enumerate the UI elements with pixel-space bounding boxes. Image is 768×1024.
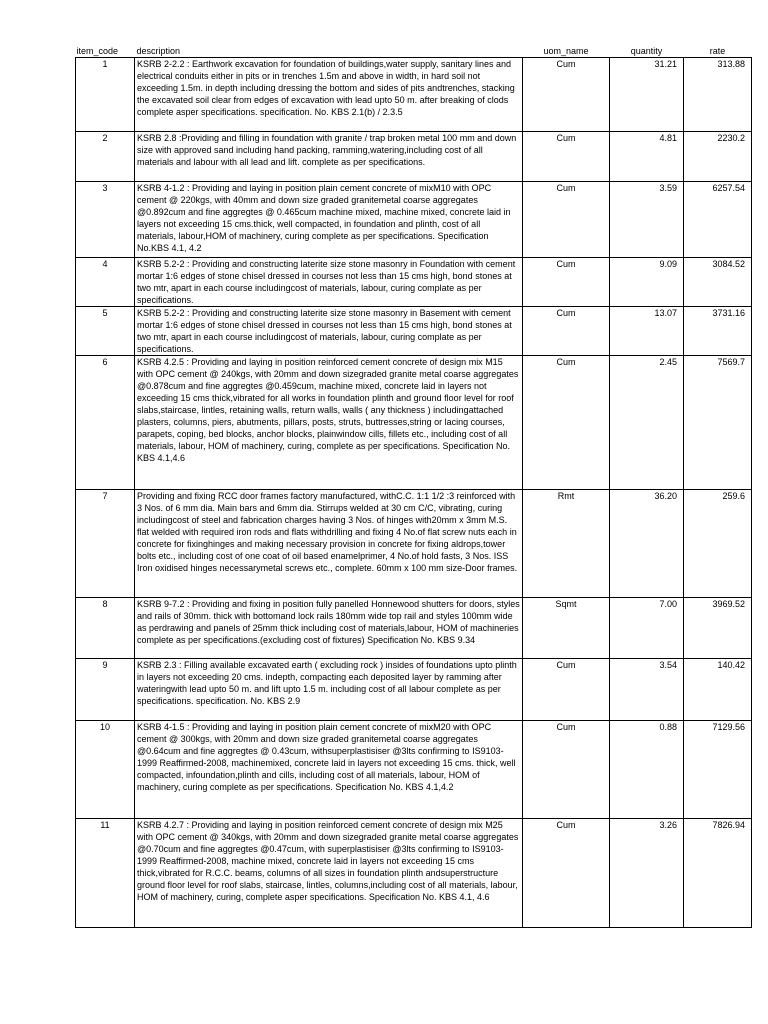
- header-row: [76, 44, 752, 58]
- cell-item-code[interactable]: 3: [76, 182, 135, 258]
- cell-uom-name[interactable]: Cum: [523, 307, 610, 356]
- cell-item-code[interactable]: 10: [76, 721, 135, 819]
- table-row: [76, 356, 752, 490]
- table-row: [76, 659, 752, 721]
- cell-rate[interactable]: 140.42: [684, 659, 752, 721]
- cell-item-code[interactable]: 2: [76, 132, 135, 182]
- cell-quantity[interactable]: 2.45: [610, 356, 684, 490]
- cell-uom-name[interactable]: Cum: [523, 182, 610, 258]
- table-row: [76, 58, 752, 132]
- cell-rate[interactable]: 3084.52: [684, 258, 752, 307]
- cell-item-code[interactable]: 5: [76, 307, 135, 356]
- cell-uom-name[interactable]: Cum: [523, 258, 610, 307]
- table-body: [76, 58, 752, 928]
- cell-item-code[interactable]: 8: [76, 598, 135, 659]
- cell-uom-name[interactable]: Cum: [523, 132, 610, 182]
- cell-uom-name[interactable]: Sqmt: [523, 598, 610, 659]
- column-header-item-code[interactable]: item_code: [76, 46, 119, 56]
- bill-of-quantities-table: [75, 44, 752, 928]
- table-row: [76, 182, 752, 258]
- cell-uom-name[interactable]: Cum: [523, 721, 610, 819]
- cell-description[interactable]: Providing and fixing RCC door frames factory manufactured, withC.C. 1:1 1/2 :3 reinforced with 3 Nos. of 6 mm dia. Main bars and 6mm dia. Stirrups welded at 30 cm C/C, vibrating, curing includingcost of steel and fabrication charges having 3 Nos. of hinges with20mm x 3mm M.S. flat welded with required iron rods and flats withdrilling and fixing 4 No.of flat screw nuts each in concrete for fixinghinges and making necessary provision in concrete for fixing aldrops,tower bolts etc., including cost of one coat of oil based enamelprimer, 4 No.of hold fasts, 3 Nos. ISS Iron oxidised hinges necessarymetal screws etc., complete. 60mm x 100 mm size-Door frames.: [135, 490, 523, 598]
- cell-description[interactable]: KSRB 5.2-2 : Providing and constructing laterite size stone masonry in Foundation with cement mortar 1:6 edges of stone chisel dressed in courses not less than 15 cms high, bond stones at two mtr, apart in each course includingcost of materials, labour, curing complate as per specifications.: [135, 258, 523, 307]
- cell-description[interactable]: KSRB 9-7.2 : Providing and fixing in position fully panelled Honnewood shutters for doors, styles and rails of 30mm. thick with bottomand lock rails 180mm wide top rail and styles 100mm wide as perdrawing and panels of 25mm thick including cost of materials,labour, HOM of machineries complete as per specifications.(excluding cost of fixtures) Specification No. KBS 9.34: [135, 598, 523, 659]
- table-row: [76, 598, 752, 659]
- spreadsheet-sheet: [75, 44, 751, 928]
- cell-description[interactable]: KSRB 5.2-2 : Providing and constructing laterite size stone masonry in Basement with cement mortar 1:6 edges of stone chisel dressed in courses not less than 15 cms high, bond stones at two mtr, apart in each course includingcost of materials, labour, curing complate as per specifications.: [135, 307, 523, 356]
- table-row: [76, 307, 752, 356]
- cell-quantity[interactable]: 31.21: [610, 58, 684, 132]
- cell-uom-name[interactable]: Cum: [523, 58, 610, 132]
- table-header: [76, 44, 752, 58]
- cell-quantity[interactable]: 3.54: [610, 659, 684, 721]
- column-header-rate[interactable]: rate: [709, 46, 726, 56]
- cell-rate[interactable]: 2230.2: [684, 132, 752, 182]
- cell-rate[interactable]: 259.6: [684, 490, 752, 598]
- cell-item-code[interactable]: 1: [76, 58, 135, 132]
- cell-quantity[interactable]: 0.88: [610, 721, 684, 819]
- cell-rate[interactable]: 7826.94: [684, 819, 752, 928]
- cell-quantity[interactable]: 3.59: [610, 182, 684, 258]
- cell-item-code[interactable]: 9: [76, 659, 135, 721]
- cell-quantity[interactable]: 3.26: [610, 819, 684, 928]
- cell-rate[interactable]: 313.88: [684, 58, 752, 132]
- table-row: [76, 132, 752, 182]
- cell-description[interactable]: KSRB 4.2.7 : Providing and laying in position reinforced cement concrete of design mix M25 with OPC cement @ 340kgs, with 20mm and down sizegraded granite metal coarse aggregates @0.70cum and fine aggregtes @0.47cum, with superplastisiser @3lts confirming to IS9103- 1999 Reaffirmed-2008, machine mixed, concrete laid in layers not exceeding 15 cms thick,vibrated for R.C.C. beams, columns of all sizes in foundation plinth andsuperstructure ground floor level for roof slabs, staircase, lintles, columns,including cost of all materials, labour, HOM of machinery, curing, complete asper specifications. Specification No. KBS 4.1, 4.6: [135, 819, 523, 928]
- cell-description[interactable]: KSRB 4-1.2 : Providing and laying in position plain cement concrete of mixM10 with OPC cement @ 220kgs, with 40mm and down size graded granitemetal coarse aggregates @0.892cum and fine aggregtes @ 0.465cum machine mixed, machine mixed, concrete laid in layers not exceeding 15 cms.thick, well compacted, in foundation and plinth, cost of all materials, labour,HOM of machinery, curing complete as per specifications. Specification No.KBS 4.1, 4.2: [135, 182, 523, 258]
- cell-item-code[interactable]: 6: [76, 356, 135, 490]
- column-header-uom-name[interactable]: uom_name: [543, 46, 589, 56]
- cell-description[interactable]: KSRB 2.3 : Filling available excavated earth ( excluding rock ) insides of foundations upto plinth in layers not exceeding 20 cms. indepth, compacting each deposited layer by ramming after wateringwith lead upto 50 m. and lift upto 1.5 m. including cost of all labour complete as per specifications. specification. No. KBS 2.9: [135, 659, 523, 721]
- table-row: [76, 490, 752, 598]
- table-row: [76, 258, 752, 307]
- cell-quantity[interactable]: 4.81: [610, 132, 684, 182]
- cell-quantity[interactable]: 9.09: [610, 258, 684, 307]
- cell-quantity[interactable]: 13.07: [610, 307, 684, 356]
- cell-uom-name[interactable]: Cum: [523, 819, 610, 928]
- cell-quantity[interactable]: 7.00: [610, 598, 684, 659]
- cell-description[interactable]: KSRB 4-1.5 : Providing and laying in position plain cement concrete of mixM20 with OPC cement @ 300kgs, with 20mm and down size graded granitemetal coarse aggregates @0.64cum and fine aggregtes @ 0.43cum, withsuperplastisiser @3lts confirming to IS9103-1999 Reaffirmed-2008, machinemixed, concrete laid in layers not exceeding 15 cms. thick, well compacted, infoundation,plinth and cills, including cost of all materials, labour, HOM of machinery, curing complete as per specifications. Specification No. KBS 4.1,4.2: [135, 721, 523, 819]
- cell-description[interactable]: KSRB 2-2.2 : Earthwork excavation for foundation of buildings,water supply, sanitary lines and electrical conduits either in pits or in trenches 1.5m and above in width, in hard soil not exceeding 1.5m. in depth including dressing the bottom and sides of pits andtrenches, stacking the excavated soil clear from edges of excavation with lead upto 50 m. after breaking of clods complete asper specifications. specification. No. KBS 2.1(b) / 2.3.5: [135, 58, 523, 132]
- cell-rate[interactable]: 7569.7: [684, 356, 752, 490]
- cell-rate[interactable]: 3969.52: [684, 598, 752, 659]
- table-row: [76, 721, 752, 819]
- cell-item-code[interactable]: 11: [76, 819, 135, 928]
- cell-item-code[interactable]: 7: [76, 490, 135, 598]
- cell-description[interactable]: KSRB 2.8 :Providing and filling in foundation with granite / trap broken metal 100 mm and down size with approved sand including hand packing, ramming,watering,including cost of all materials and labour with all lead and lift. complete as per specifications.: [135, 132, 523, 182]
- cell-description[interactable]: KSRB 4.2.5 : Providing and laying in position reinforced cement concrete of design mix M15 with OPC cement @ 240kgs, with 20mm and down sizegraded granite metal coarse aggregates @0.878cum and fine aggregtes @0.459cum, machine mixed, concrete laid in layers not exceeding 15 cms thick,vibrated for all works in foundation plinth and ground floor level for roof slabs,staircase, lintles, retaining walls, return walls, walls ( any thickness ) includingattached plasters, columns, piers, abutments, pillars, posts, struts, buttresses,string or lacing courses, parapets, coping, bed blocks, anchor blocks, plainwindow cills, fillets etc., including cost of all materials, labour, HOM of machinery, curing, complete as per specifications. Specification No. KBS 4.1,4.6: [135, 356, 523, 490]
- cell-quantity[interactable]: 36.20: [610, 490, 684, 598]
- cell-uom-name[interactable]: Rmt: [523, 490, 610, 598]
- cell-rate[interactable]: 7129.56: [684, 721, 752, 819]
- cell-rate[interactable]: 6257.54: [684, 182, 752, 258]
- cell-uom-name[interactable]: Cum: [523, 356, 610, 490]
- cell-item-code[interactable]: 4: [76, 258, 135, 307]
- column-header-quantity[interactable]: quantity: [630, 46, 663, 56]
- table-row: [76, 819, 752, 928]
- cell-uom-name[interactable]: Cum: [523, 659, 610, 721]
- cell-rate[interactable]: 3731.16: [684, 307, 752, 356]
- column-header-description[interactable]: description: [136, 46, 181, 56]
